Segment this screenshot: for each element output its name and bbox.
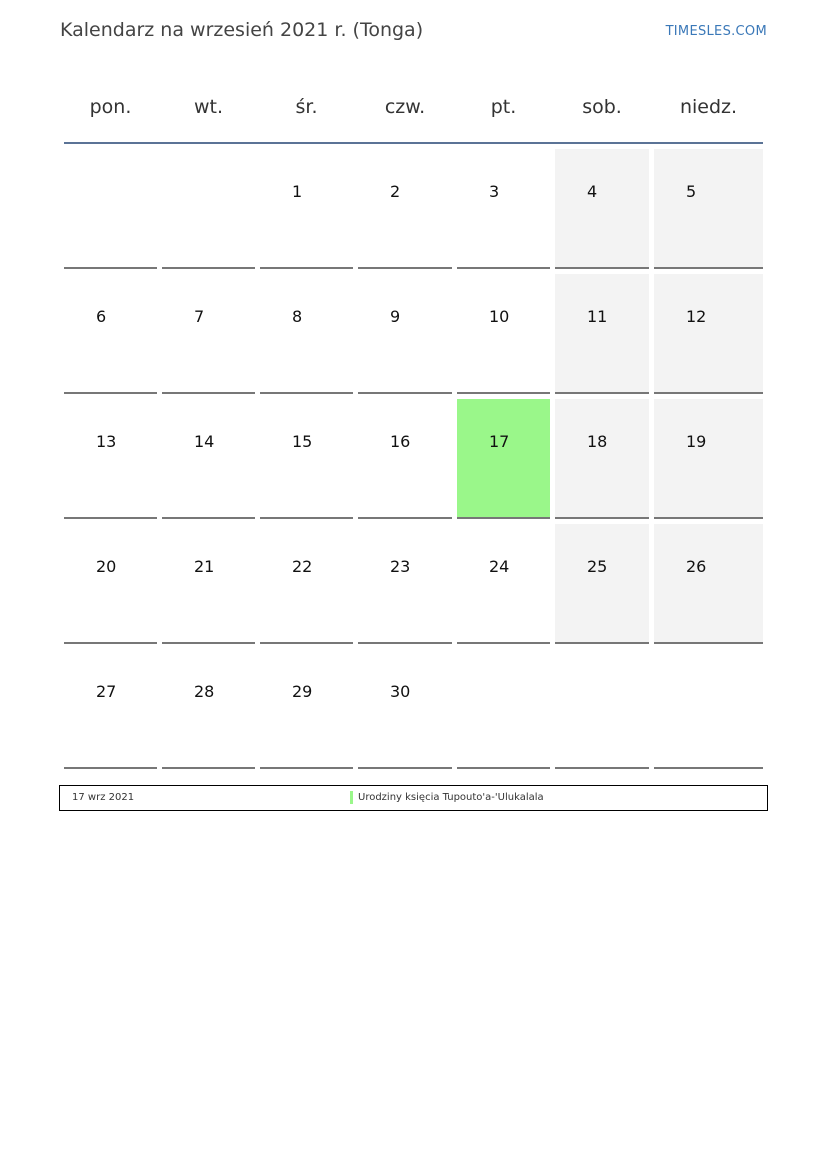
day-cell xyxy=(162,149,255,269)
weekday-sat: sob. xyxy=(582,96,622,118)
weekday-mon: pon. xyxy=(89,96,132,118)
holiday-legend xyxy=(59,785,768,811)
day-number: 27 xyxy=(96,682,117,701)
day-cell xyxy=(358,399,452,519)
day-number: 23 xyxy=(390,557,411,576)
day-cell-weekend xyxy=(654,149,763,269)
day-cell xyxy=(260,649,353,769)
weekday-sun: niedz. xyxy=(679,96,738,118)
day-cell xyxy=(457,274,550,394)
day-cell xyxy=(162,649,255,769)
day-number: 11 xyxy=(587,307,608,326)
day-number: 28 xyxy=(194,682,215,701)
day-number: 24 xyxy=(489,557,510,576)
day-number: 29 xyxy=(292,682,313,701)
day-number: 26 xyxy=(686,557,707,576)
day-cell-weekend xyxy=(654,524,763,644)
weekday-fri: pt. xyxy=(490,96,517,118)
day-cell xyxy=(260,399,353,519)
weekday-header-row xyxy=(64,72,763,144)
day-cell xyxy=(64,274,157,394)
day-number: 10 xyxy=(489,307,510,326)
week-row xyxy=(64,399,763,524)
day-cell xyxy=(457,149,550,269)
day-number: 15 xyxy=(292,432,313,451)
legend-event-name: Urodziny księcia Tupouto'a-'Ulukalala xyxy=(358,792,544,803)
day-cell xyxy=(260,524,353,644)
legend-date: 17 wrz 2021 xyxy=(72,792,135,803)
day-cell xyxy=(260,149,353,269)
day-number: 3 xyxy=(489,182,500,201)
day-cell xyxy=(358,274,452,394)
day-number: 25 xyxy=(587,557,608,576)
day-number: 4 xyxy=(587,182,598,201)
day-cell xyxy=(457,524,550,644)
day-cell xyxy=(64,149,157,269)
day-number: 18 xyxy=(587,432,608,451)
brand-link[interactable]: TIMESLES.COM xyxy=(665,24,767,39)
day-number: 1 xyxy=(292,182,303,201)
weekday-thu: czw. xyxy=(384,96,426,118)
day-cell xyxy=(64,399,157,519)
day-cell-weekend xyxy=(555,399,649,519)
day-number: 8 xyxy=(292,307,303,326)
week-row xyxy=(64,274,763,399)
day-number: 21 xyxy=(194,557,215,576)
day-number: 19 xyxy=(686,432,707,451)
day-number: 2 xyxy=(390,182,401,201)
day-number: 17 xyxy=(489,432,510,451)
day-cell-weekend xyxy=(654,274,763,394)
day-cell-weekend xyxy=(555,524,649,644)
day-cell-weekend xyxy=(555,149,649,269)
day-cell xyxy=(162,399,255,519)
week-row xyxy=(64,149,763,274)
day-cell-empty xyxy=(654,649,763,769)
day-number: 12 xyxy=(686,307,707,326)
calendar-grid xyxy=(64,72,763,774)
day-number: 22 xyxy=(292,557,313,576)
day-cell xyxy=(358,149,452,269)
day-cell xyxy=(358,524,452,644)
day-cell xyxy=(358,649,452,769)
day-number: 5 xyxy=(686,182,697,201)
day-number: 7 xyxy=(194,307,205,326)
day-cell xyxy=(260,274,353,394)
weekday-wed: śr. xyxy=(295,96,318,118)
week-row xyxy=(64,649,763,774)
day-number: 6 xyxy=(96,307,107,326)
weekday-tue: wt. xyxy=(193,96,224,118)
day-number: 9 xyxy=(390,307,401,326)
page-title: Kalendarz na wrzesień 2021 r. (Tonga) xyxy=(60,19,424,41)
day-cell xyxy=(162,274,255,394)
day-cell-holiday xyxy=(457,399,550,519)
day-cell-empty xyxy=(457,649,550,769)
week-row xyxy=(64,524,763,649)
legend-color-marker xyxy=(350,791,353,804)
day-number: 14 xyxy=(194,432,215,451)
day-number: 16 xyxy=(390,432,411,451)
day-cell-weekend xyxy=(555,274,649,394)
day-number: 30 xyxy=(390,682,411,701)
day-number: 13 xyxy=(96,432,117,451)
day-cell-weekend xyxy=(654,399,763,519)
day-cell-empty xyxy=(555,649,649,769)
day-cell xyxy=(64,524,157,644)
day-cell xyxy=(64,649,157,769)
day-cell xyxy=(162,524,255,644)
day-number: 20 xyxy=(96,557,117,576)
